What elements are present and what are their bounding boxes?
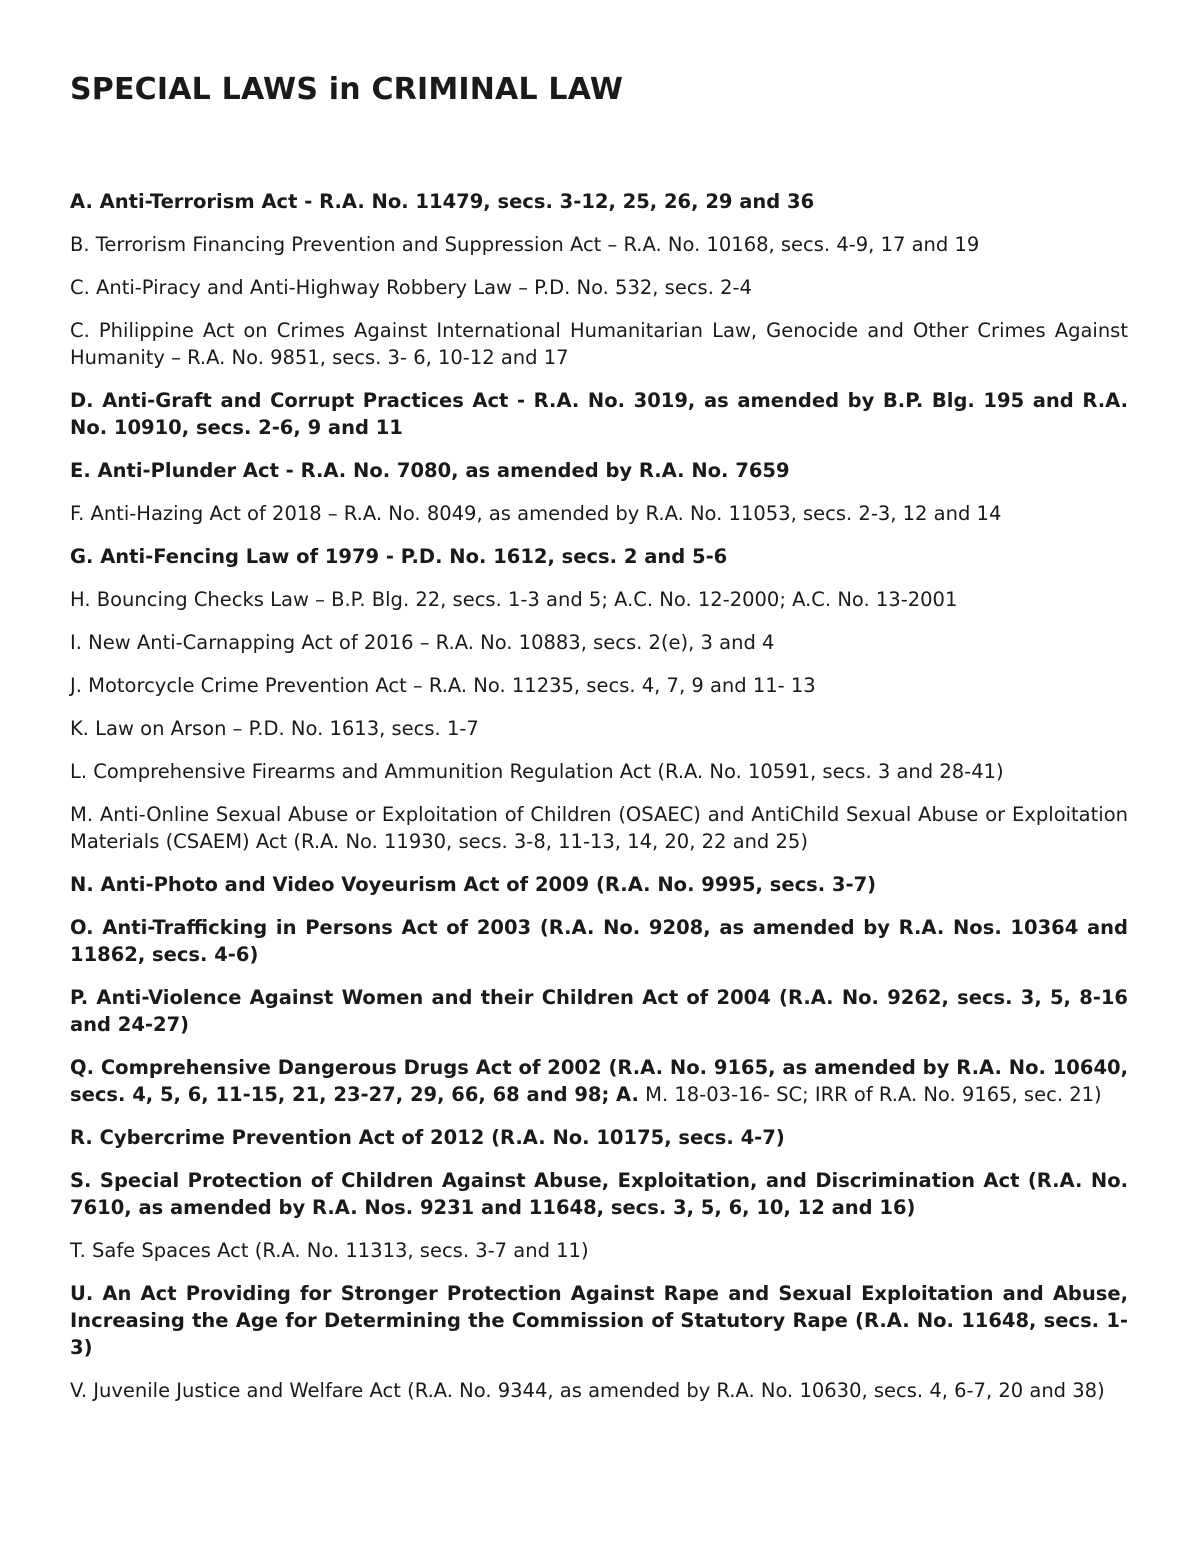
law-item-e: E. Anti-Plunder Act - R.A. No. 7080, as amended by R.A. No. 7659 — [70, 459, 790, 482]
law-item-g: G. Anti-Fencing Law of 1979 - P.D. No. 1612, secs. 2 and 5-6 — [70, 545, 728, 568]
law-item-q — [70, 1054, 1128, 1108]
law-item-u: U. An Act Providing for Stronger Protection Against Rape and Sexual Exploitation and Abuse, Increasing the Age for Determining the Commission of Statutory Rape (R.A. No. 11648, secs. 1-3) — [70, 1282, 1128, 1359]
law-item-c-humanitarian: C. Philippine Act on Crimes Against International Humanitarian Law, Genocide and Other Crimes Against Humanity – R.A. No. 9851, secs. 3- 6, 10-12 and 17 — [70, 319, 1128, 369]
law-item-i: I. New Anti-Carnapping Act of 2016 – R.A. No. 10883, secs. 2(e), 3 and 4 — [70, 631, 775, 654]
law-item-f: F. Anti-Hazing Act of 2018 – R.A. No. 8049, as amended by R.A. No. 11053, secs. 2-3, 12 and 14 — [70, 502, 1002, 525]
law-item-b: B. Terrorism Financing Prevention and Suppression Act – R.A. No. 10168, secs. 4-9, 17 and 19 — [70, 233, 980, 256]
law-item-j: J. Motorcycle Crime Prevention Act – R.A. No. 11235, secs. 4, 7, 9 and 11- 13 — [70, 674, 816, 697]
law-item-h: H. Bouncing Checks Law – B.P. Blg. 22, secs. 1-3 and 5; A.C. No. 12-2000; A.C. No. 13-2001 — [70, 588, 958, 611]
law-item-d: D. Anti-Graft and Corrupt Practices Act - R.A. No. 3019, as amended by B.P. Blg. 195 and R.A. No. 10910, secs. 2-6, 9 and 11 — [70, 389, 1128, 439]
law-item-r: R. Cybercrime Prevention Act of 2012 (R.A. No. 10175, secs. 4-7) — [70, 1126, 785, 1149]
law-item-l: L. Comprehensive Firearms and Ammunition Regulation Act (R.A. No. 10591, secs. 3 and 28-41) — [70, 760, 1004, 783]
law-item-t: T. Safe Spaces Act (R.A. No. 11313, secs. 3-7 and 11) — [70, 1239, 589, 1262]
law-item-a: A. Anti-Terrorism Act - R.A. No. 11479, secs. 3-12, 25, 26, 29 and 36 — [70, 190, 815, 213]
law-item-m: M. Anti-Online Sexual Abuse or Exploitation of Children (OSAEC) and AntiChild Sexual Abuse or Exploitation Materials (CSAEM) Act (R.A. No. 11930, secs. 3-8, 11-13, 14, 20, 22 and 25) — [70, 803, 1128, 853]
law-item-s: S. Special Protection of Children Against Abuse, Exploitation, and Discrimination Act (R.A. No. 7610, as amended by R.A. Nos. 9231 and 11648, secs. 3, 5, 6, 10, 12 and 16) — [70, 1169, 1128, 1219]
law-item-k: K. Law on Arson – P.D. No. 1613, secs. 1-7 — [70, 717, 479, 740]
law-item-q-normal-part: M. 18-03-16- SC; IRR of R.A. No. 9165, sec. 21) — [645, 1083, 1102, 1106]
page-title: SPECIAL LAWS in CRIMINAL LAW — [70, 72, 624, 107]
law-item-v: V. Juvenile Justice and Welfare Act (R.A. No. 9344, as amended by R.A. No. 10630, secs. 4, 6-7, 20 and 38) — [70, 1379, 1105, 1402]
law-item-n: N. Anti-Photo and Video Voyeurism Act of 2009 (R.A. No. 9995, secs. 3-7) — [70, 873, 877, 896]
law-item-p: P. Anti-Violence Against Women and their Children Act of 2004 (R.A. No. 9262, secs. 3, 5, 8-16 and 24-27) — [70, 986, 1128, 1036]
law-item-c-piracy: C. Anti-Piracy and Anti-Highway Robbery Law – P.D. No. 532, secs. 2-4 — [70, 276, 752, 299]
law-item-q-bold-part: Q. Comprehensive Dangerous Drugs Act of 2002 (R.A. No. 9165, as amended by R.A. No. 10640, secs. 4, 5, 6, 11-15, 21, 23-27, 29, 66, 68 and 98; A. — [70, 1056, 1128, 1106]
law-item-o: O. Anti-Trafficking in Persons Act of 2003 (R.A. No. 9208, as amended by R.A. Nos. 10364 and 11862, secs. 4-6) — [70, 916, 1128, 966]
